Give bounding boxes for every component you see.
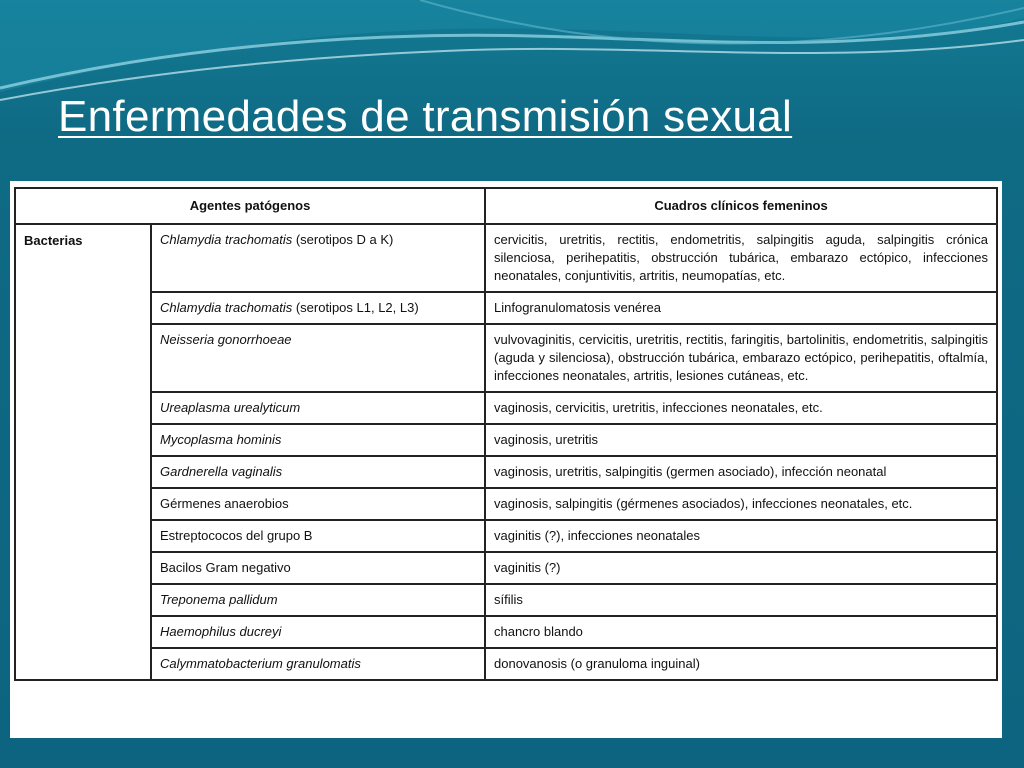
clinical-cell — [485, 392, 997, 424]
clinical-cell — [485, 224, 997, 292]
clinical-cell — [485, 616, 997, 648]
clinical-cell — [485, 324, 997, 392]
agent-italic: Treponema pallidum — [160, 592, 278, 607]
clinical-text: vaginitis (?), infecciones neonatales — [494, 528, 700, 543]
table-row — [15, 648, 997, 680]
agent-plain: (serotipos D a K) — [292, 232, 394, 247]
agent-cell — [151, 584, 485, 616]
std-table — [14, 187, 998, 681]
agent-plain: Gérmenes anaerobios — [160, 496, 289, 511]
agent-cell — [151, 616, 485, 648]
agent-cell — [151, 520, 485, 552]
header-agents: Agentes patógenos — [15, 188, 485, 224]
agent-italic: Chlamydia trachomatis — [160, 232, 293, 247]
table-row — [15, 584, 997, 616]
agent-italic: Chlamydia trachomatis — [160, 300, 293, 315]
agent-italic: Gardnerella vaginalis — [160, 464, 283, 479]
clinical-text: cervicitis, uretritis, rectitis, endometritis, salpingitis aguda, salpingitis crónica silenciosa, perihepatitis, obstrucción tubárica, embarazo ectópico, infecciones neonatales, conjuntivitis, artritis, neumopatías, etc. — [494, 232, 988, 283]
agent-italic: Ureaplasma urealyticum — [160, 400, 301, 415]
agent-cell — [151, 392, 485, 424]
clinical-text: vaginosis, salpingitis (gérmenes asociados), infecciones neonatales, etc. — [494, 496, 913, 511]
page-title: Enfermedades de transmisión sexual — [58, 92, 793, 141]
clinical-text: vaginitis (?) — [494, 560, 561, 575]
table-header-row — [15, 188, 997, 224]
clinical-text: vaginosis, uretritis, salpingitis (germen asociado), infección neonatal — [494, 464, 887, 479]
table-row — [15, 224, 997, 292]
agent-cell — [151, 456, 485, 488]
clinical-text: Linfogranulomatosis venérea — [494, 300, 661, 315]
clinical-cell — [485, 456, 997, 488]
table-row — [15, 456, 997, 488]
header-clinical: Cuadros clínicos femeninos — [485, 188, 997, 224]
agent-plain: Estreptococos del grupo B — [160, 528, 313, 543]
clinical-cell — [485, 520, 997, 552]
table-row — [15, 520, 997, 552]
std-table-container — [10, 181, 1002, 738]
table-row — [15, 488, 997, 520]
clinical-text: vulvovaginitis, cervicitis, uretritis, rectitis, faringitis, bartolinitis, endometritis, salpingitis (aguda y silenciosa), obstrucción tubárica, embarazo ectópico, perihepatitis, oftalmía, infecciones neonatales, artritis, lesiones cutáneas, etc. — [494, 332, 988, 383]
agent-cell — [151, 648, 485, 680]
agent-cell — [151, 324, 485, 392]
clinical-cell — [485, 552, 997, 584]
clinical-text: vaginosis, uretritis — [494, 432, 599, 447]
table-row — [15, 324, 997, 392]
clinical-cell — [485, 488, 997, 520]
clinical-text: donovanosis (o granuloma inguinal) — [494, 656, 700, 671]
clinical-cell — [485, 648, 997, 680]
clinical-cell — [485, 292, 997, 324]
clinical-text: chancro blando — [494, 624, 583, 639]
agent-italic: Haemophilus ducreyi — [160, 624, 282, 639]
agent-cell — [151, 552, 485, 584]
agent-cell — [151, 224, 485, 292]
table-row — [15, 392, 997, 424]
agent-plain: (serotipos L1, L2, L3) — [292, 300, 419, 315]
group-label: Bacterias — [15, 224, 151, 680]
clinical-cell — [485, 424, 997, 456]
agent-cell — [151, 488, 485, 520]
agent-italic: Neisseria gonorrhoeae — [160, 332, 292, 347]
agent-cell — [151, 292, 485, 324]
table-row — [15, 292, 997, 324]
clinical-text: vaginosis, cervicitis, uretritis, infecciones neonatales, etc. — [494, 400, 823, 415]
agent-italic: Mycoplasma hominis — [160, 432, 282, 447]
agent-italic: Calymmatobacterium granulomatis — [160, 656, 361, 671]
clinical-text: sífilis — [494, 592, 523, 607]
table-row — [15, 616, 997, 648]
agent-plain: Bacilos Gram negativo — [160, 560, 291, 575]
table-row — [15, 552, 997, 584]
clinical-cell — [485, 584, 997, 616]
agent-cell — [151, 424, 485, 456]
table-row — [15, 424, 997, 456]
